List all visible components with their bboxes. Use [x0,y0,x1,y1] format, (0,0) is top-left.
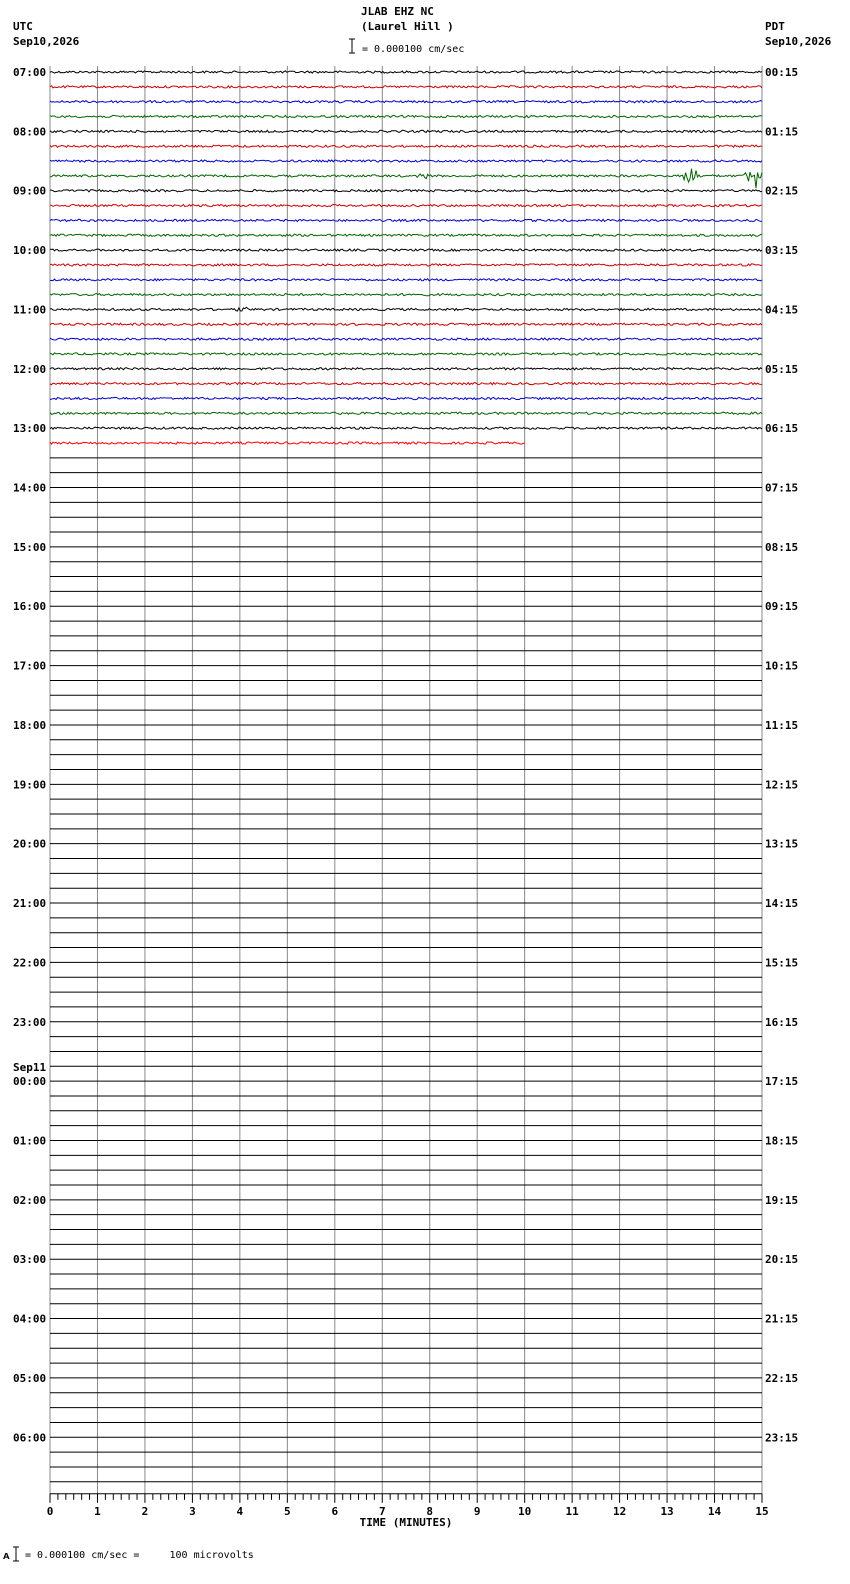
pdt-hour-label: 00:15 [765,66,799,79]
scale-text: = 0.000100 cm/sec [362,44,465,55]
x-tick-label: 11 [565,1504,579,1518]
utc-hour-label: 18:00 [13,718,47,732]
trace-row [50,101,762,103]
pdt-hour-label: 11:15 [765,718,799,732]
trace-row [50,279,762,281]
pdt-hour-label: 04:15 [765,303,799,317]
trace-row [50,307,762,311]
utc-hour-label: 09:00 [13,184,47,198]
pdt-hour-label: 07:15 [765,481,799,495]
utc-hour-label: 01:00 [13,1134,47,1148]
utc-hour-label: 19:00 [13,778,47,792]
trace-row [50,294,762,296]
x-tick-label: 6 [331,1504,339,1518]
pdt-hour-label: 19:15 [765,1193,799,1207]
pdt-hour-label: 14:15 [765,897,799,911]
pdt-hour-label: 17:15 [765,1075,799,1089]
pdt-hour-label: 02:15 [765,184,799,198]
utc-hour-label: 21:00 [13,897,47,911]
x-tick-label: 7 [378,1504,386,1518]
utc-hour-label: 13:00 [13,422,47,436]
date-change-label: Sep11 [13,1061,47,1075]
utc-hour-label: 07:00 [13,66,47,79]
trace-row [50,205,762,207]
x-tick-label: 10 [518,1504,532,1518]
footer-scale-text: = 0.000100 cm/sec = 100 microvolts [25,1550,254,1561]
pdt-hour-label: 09:15 [765,600,799,614]
trace-row [50,427,762,429]
utc-hour-label: 02:00 [13,1193,47,1207]
x-tick-label: 2 [141,1504,149,1518]
trace-row [50,219,762,221]
pdt-hour-label: 16:15 [765,1015,799,1029]
pdt-hour-label: 08:15 [765,540,799,554]
utc-hour-label: 15:00 [13,540,47,554]
pdt-hour-label: 15:15 [765,956,799,970]
x-tick-label: 13 [660,1504,674,1518]
x-tick-label: 14 [707,1504,722,1518]
svg-text:ᴀ: ᴀ [3,1549,10,1562]
x-tick-label: 5 [284,1504,291,1518]
trace-row [50,145,762,147]
pdt-hour-label: 05:15 [765,362,799,376]
pdt-date: Sep10,2026 [765,35,832,48]
trace-row [50,353,762,355]
trace-row [50,234,762,236]
utc-hour-label: 06:00 [13,1431,47,1445]
utc-hour-label: 17:00 [13,659,47,673]
utc-hour-label: 14:00 [13,481,47,495]
trace-row [50,383,762,385]
utc-hour-label: 22:00 [13,956,47,970]
trace-row [50,115,762,117]
trace-row [50,169,762,189]
trace-row [50,397,762,399]
utc-date: Sep10,2026 [13,35,80,48]
utc-hour-label: 11:00 [13,303,47,317]
x-tick-label: 1 [94,1504,101,1518]
trace-row [50,160,762,162]
utc-hour-label: 16:00 [13,600,47,614]
pdt-hour-label: 21:15 [765,1312,799,1326]
pdt-hour-label: 12:15 [765,778,799,792]
x-tick-label: 4 [236,1504,244,1518]
utc-hour-label: 10:00 [13,244,47,258]
x-tick-label: 9 [473,1504,481,1518]
pdt-hour-label: 20:15 [765,1253,799,1267]
pdt-hour-label: 23:15 [765,1431,799,1445]
pdt-hour-label: 22:15 [765,1371,799,1385]
trace-row [50,368,762,370]
utc-hour-label: 08:00 [13,125,47,139]
utc-hour-label: 05:00 [13,1371,47,1385]
pdt-hour-label: 03:15 [765,244,799,258]
utc-hour-label: 00:00 [13,1075,47,1089]
utc-label: UTC [13,20,33,33]
utc-hour-label: 23:00 [13,1015,47,1029]
trace-row [50,130,762,132]
x-tick-label: 0 [46,1504,54,1518]
station-title: JLAB EHZ NC [361,5,434,18]
x-tick-label: 15 [755,1504,769,1518]
trace-row [50,190,762,192]
trace-row [50,249,762,251]
trace-row [50,264,762,266]
pdt-hour-label: 18:15 [765,1134,799,1148]
utc-hour-label: 12:00 [13,362,47,376]
utc-hour-label: 03:00 [13,1253,47,1267]
utc-hour-label: 04:00 [13,1312,47,1326]
footer-scale-icon [3,1545,23,1567]
utc-hour-label: 20:00 [13,837,47,851]
trace-row [50,338,762,340]
trace-row [50,323,762,325]
pdt-label: PDT [765,20,785,33]
pdt-hour-label: 06:15 [765,422,799,436]
x-axis-label: TIME (MINUTES) [359,1515,453,1529]
x-tick-label: 12 [612,1504,627,1518]
station-location: (Laurel Hill ) [361,20,454,33]
pdt-hour-label: 10:15 [765,659,799,673]
x-tick-label: 3 [189,1504,196,1518]
x-tick-label: 8 [426,1504,434,1518]
pdt-hour-label: 13:15 [765,837,799,851]
pdt-hour-label: 01:15 [765,125,799,139]
trace-row [50,71,762,73]
trace-row [50,412,762,414]
trace-row [50,86,762,88]
